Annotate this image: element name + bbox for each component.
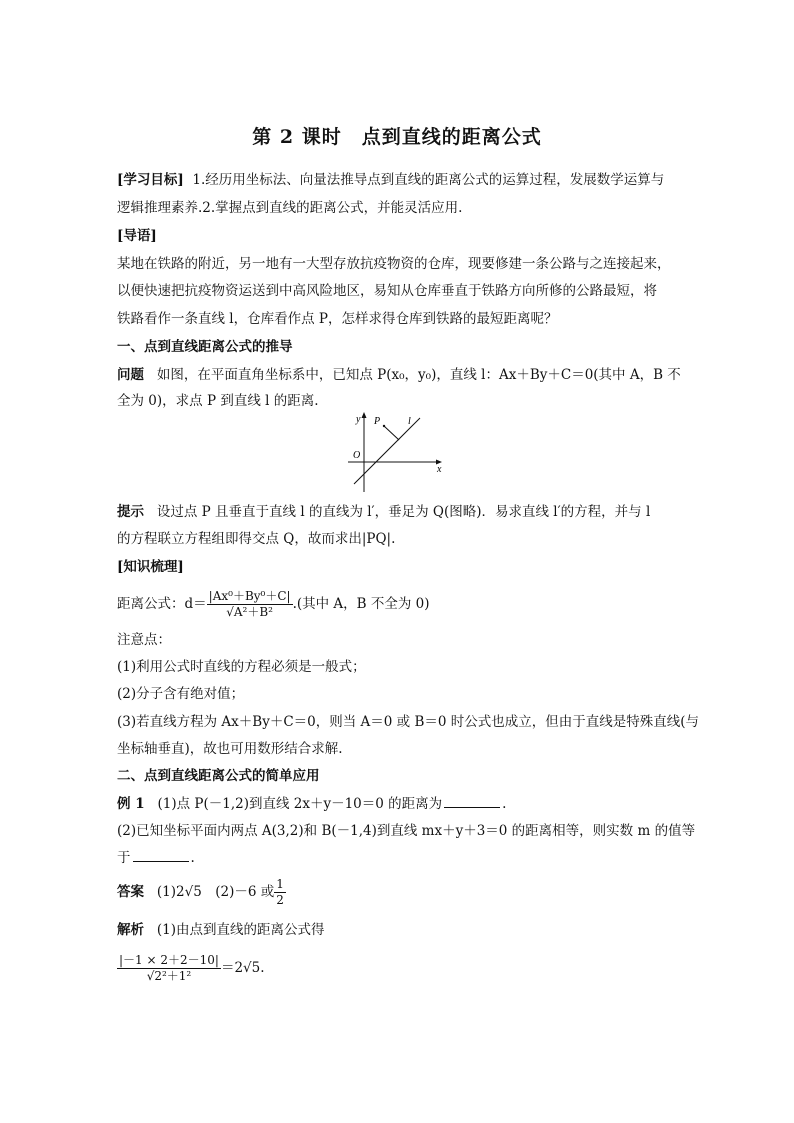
intro-line-1: 某地在铁路的附近，另一地有一大型存放抗疫物资的仓库，现要修建一条公路与之连接起来， (117, 256, 671, 272)
note-3-line-1: (3)若直线方程为 Ax＋By＋C＝0，则当 A＝0 或 B＝0 时公式也成立，但由于直线是特殊直线(与 (117, 714, 700, 730)
example-label: 例 1 (117, 796, 145, 812)
note-3-line-2: 坐标轴垂直)，故也可用数形结合求解. (117, 741, 343, 757)
formula-fraction (207, 589, 293, 620)
answer-blank-1[interactable] (444, 795, 500, 808)
answer-fraction-den: 2 (276, 893, 284, 907)
notes-label: 注意点： (117, 632, 171, 648)
answer-label: 答案 (117, 884, 144, 900)
formula-numerator: |Ax⁰＋By⁰＋C| (208, 589, 291, 603)
knowledge-label: [知识梳理] (117, 559, 184, 575)
intro-line-2: 以便快速把抗疫物资运送到中高风险地区，易知从仓库垂直于铁路方向所修的公路最短，将 (117, 283, 657, 299)
example-part-1-end: . (502, 796, 507, 812)
objectives-line-1 (117, 170, 679, 190)
example-part-1: (1)点 P(－1,2)到直线 2x＋y－10＝0 的距离为 (157, 796, 443, 812)
answer-fraction (274, 877, 286, 908)
objectives-line-2: 逻辑推理素养.2.掌握点到直线的距离公式，并能灵活应用. (117, 200, 463, 216)
example-line-1 (117, 794, 679, 814)
calc-denominator: √2²＋1² (146, 969, 192, 983)
section2-heading: 二、点到直线距离公式的简单应用 (117, 768, 320, 784)
perpendicular-segment (384, 426, 399, 440)
formula-prefix: 距离公式：d＝ (117, 596, 207, 612)
point-label: P (374, 416, 381, 427)
calc-fraction (117, 953, 221, 984)
question-line-2: 全为 0)，求点 P 到直线 l 的距离. (117, 393, 319, 409)
analysis-line (117, 920, 679, 940)
answer-fraction-num: 1 (276, 877, 284, 891)
objectives-label: [学习目标] (117, 172, 184, 188)
line-label: l (408, 416, 411, 427)
origin-label: O (353, 450, 361, 461)
page-title: 第 2 课时 点到直线的距离公式 (252, 126, 542, 148)
example-part-2-line-1: (2)已知坐标平面内两点 A(3,2)和 B(－1,4)到直线 mx＋y＋3＝0 的距离相等，则实数 m 的值等 (117, 823, 696, 839)
calculation (117, 948, 679, 988)
answer-blank-2[interactable] (133, 849, 189, 862)
question-line-1 (117, 365, 679, 385)
question-label: 问题 (117, 367, 144, 383)
section1-heading: 一、点到直线距离公式的推导 (117, 339, 293, 355)
intro-label: [导语] (117, 228, 157, 244)
calc-result: ＝2√5. (220, 960, 265, 976)
distance-formula (117, 584, 679, 624)
question-text-1: 如图，在平面直角坐标系中，已知点 P(x₀，y₀)，直线 l：Ax＋By＋C＝0(其中 A，B 不 (156, 367, 681, 383)
analysis-text: (1)由点到直线的距离公式得 (156, 922, 325, 938)
example-part-2-text: 于 (117, 850, 131, 866)
y-axis-arrow (362, 412, 367, 418)
y-label: y (356, 414, 361, 425)
x-label: x (437, 464, 442, 475)
hint-label: 提示 (117, 504, 144, 520)
note-2: (2)分子含有绝对值； (117, 686, 245, 702)
answer-line (117, 874, 679, 910)
example-part-2-line-2 (117, 848, 679, 868)
intro-line-3: 铁路看作一条直线 l，仓库看作点 P，怎样求得仓库到铁路的最短距离呢？ (117, 311, 558, 327)
coordinate-diagram (344, 410, 448, 492)
hint-line-2: 的方程联立方程组即得交点 Q，故而求出|PQ|. (117, 531, 396, 547)
formula-denominator: √A²＋B² (226, 605, 273, 619)
example-part-2-end: . (190, 850, 195, 866)
objectives-text-1: 1.经历用坐标法、向量法推导点到直线的距离公式的运算过程，发展数学运算与 (192, 172, 665, 188)
note-1: (1)利用公式时直线的方程必须是一般式； (117, 659, 366, 675)
point-p (383, 425, 385, 427)
hint-text-1: 设过点 P 且垂直于直线 l 的直线为 l′，垂足为 Q(图略)．易求直线 l′的方程，并与 l (156, 504, 651, 520)
hint-line-1 (117, 502, 679, 522)
analysis-label: 解析 (117, 922, 144, 938)
calc-numerator: |－1 × 2＋2－10| (119, 953, 219, 967)
answer-text: (1)2√5 (2)－6 或 (156, 884, 275, 900)
formula-suffix: .(其中 A，B 不全为 0) (292, 596, 430, 612)
